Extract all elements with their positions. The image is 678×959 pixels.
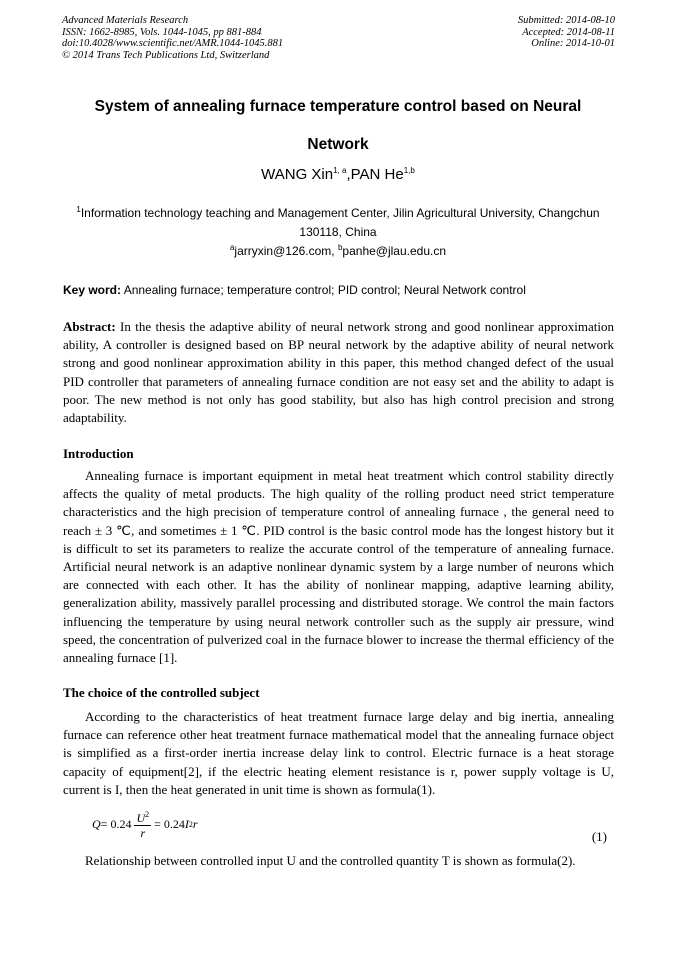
affiliation: [62, 200, 614, 242]
formula-lhs: Q: [92, 816, 101, 831]
title-line-2: Network: [307, 136, 369, 153]
formula-fraction: [134, 808, 151, 840]
fraction-numerator: [134, 808, 151, 826]
affiliation-text: Information technology teaching and Management Center, Jilin Agricultural University, Changchun 130118, China: [80, 206, 600, 239]
controlled-subject-paragraph: According to the characteristics of heat treatment furnace large delay and big inertia, annealing furnace can reference other heat treatment furnace mathematical model that the annealing furnace object is simplified as a first-order inertia increase delay link to control. Electric furnace is a heat storage capacity of equipment[2], if the electric heating element resistance is r, power supply voltage is U, current is I, then the heat generated in unit time is shown as formula(1).: [63, 709, 614, 797]
fraction-denominator: r: [140, 826, 146, 840]
online-date: Online: 2014-10-01: [531, 38, 615, 49]
email-a-marker: a: [229, 243, 235, 252]
email-a: jarryxin@126.com,: [234, 244, 338, 258]
formula-1: [92, 808, 198, 840]
accepted-date: Accepted: 2014-08-11: [522, 26, 615, 38]
email-b-marker: b: [337, 243, 343, 252]
formula-resistance: r: [192, 816, 198, 831]
keywords-label: Key word:: [63, 283, 122, 297]
journal-issn: ISSN: 1662-8985, Vols. 1044-1045, pp 881-884: [62, 26, 262, 38]
numerator-exp: 2: [145, 810, 150, 819]
author-2: ,PAN He: [346, 166, 404, 183]
journal-doi: doi:10.4028/www.scientific.net/AMR.1044-1045.881: [62, 38, 284, 49]
submitted-date: Submitted: 2014-08-10: [517, 15, 615, 26]
author-1-affil: 1, a: [333, 166, 347, 175]
section-heading-controlled-subject: The choice of the controlled subject: [63, 685, 260, 700]
dates-header: [518, 15, 615, 50]
abstract-text: In the thesis the adaptive ability of neural network strong and good nonlinear approximation ability, A controller is designed based on BP neural network by the adaptive ability of neural network strong and good nonlinear approximation ability in this paper, this method changed defect of the usual PID controller that parameters of annealing furnace condition are not easy set and the ability to adapt is poor. The new method is not only has good stability, but also has high control precision and strong adaptability.: [63, 319, 614, 426]
author-emails: [62, 243, 614, 258]
title-line-1: System of annealing furnace temperature control based on Neural: [94, 98, 582, 115]
paper-title: [62, 88, 614, 164]
keywords-text: Annealing furnace; temperature control; PID control; Neural Network control: [121, 283, 526, 297]
formula-coef-2: = 0.24: [154, 816, 185, 831]
author-2-affil: 1,b: [403, 166, 415, 175]
journal-name: Advanced Materials Research: [62, 15, 189, 26]
abstract-label: Abstract:: [63, 319, 116, 334]
relationship-paragraph: Relationship between controlled input U and the controlled quantity T is shown as formula(2).: [85, 853, 576, 868]
authors: [62, 166, 614, 183]
formula-current-exp: 2: [188, 819, 193, 829]
journal-copyright: © 2014 Trans Tech Publications Ltd, Switzerland: [62, 49, 270, 61]
journal-header: [62, 15, 283, 61]
email-b: panhe@jlau.edu.cn: [342, 244, 447, 258]
numerator-var: U: [136, 811, 146, 825]
author-1: WANG Xin: [261, 166, 334, 183]
formula-current: I: [184, 816, 189, 831]
abstract: [63, 318, 614, 427]
affiliation-marker: 1: [76, 205, 81, 214]
formula-coef-1: = 0.24: [100, 816, 132, 831]
section-heading-introduction: Introduction: [63, 446, 134, 461]
keywords: [63, 283, 615, 297]
introduction-paragraph: Annealing furnace is important equipment in metal heat treatment which control stability directly affects the quality of metal products. The high quality of the rolling product need strict temperature characteristics and the high precision of temperature control of annealing furnace , the general need to reach ± 3 ℃, and sometimes ± 1 ℃. PID control is the basic control mode has the longest history but it is difficult to set its parameters to realize the accurate control of the temperature of annealing furnace. Artificial neural network is an adaptive nonlinear dynamic system by a large number of neurons which are connected with each other. It has the ability of nonlinear mapping, adaptive learning ability, generalization ability, massively parallel processing and distributed storage. We control the main factors influencing the temperature by using neural network controller such as the supply air pressure, wind speed, the concentration of pulverized coal in the furnace blower to increase the thermal efficiency of the annealing furnace [1].: [63, 468, 614, 666]
equation-number: (1): [591, 829, 607, 844]
